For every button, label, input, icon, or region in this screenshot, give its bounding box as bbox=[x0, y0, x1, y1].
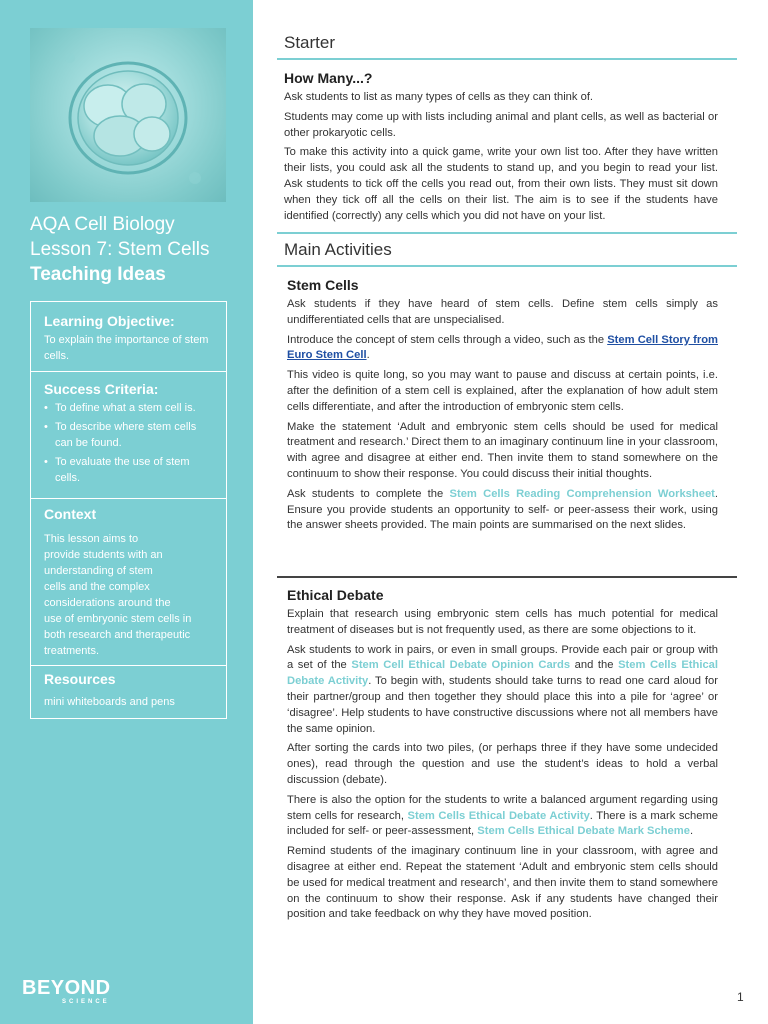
ethical-debate-paragraph bbox=[287, 643, 718, 738]
ethical-debate-divider bbox=[277, 576, 737, 578]
lesson-subtitle: Teaching Ideas bbox=[30, 264, 166, 285]
paragraph-text: . bbox=[689, 825, 694, 838]
stem-cell-microscope-image bbox=[30, 28, 226, 202]
starter-divider bbox=[277, 58, 737, 60]
opinion-cards-link[interactable]: Stem Cell Ethical Debate Opinion Cards bbox=[351, 659, 571, 672]
stem-cells-paragraph: Make the statement ‘Adult and embryonic stem cells should be used for medical treatment and research.’ Direct them to an imaginary continuum line in your classroom, with agree and disagree at either end. Then invite them to stand somewhere on the continuum to show their response. You could discuss their initial thoughts. bbox=[287, 420, 718, 480]
context-line: use of embryonic stem cells in bbox=[44, 613, 192, 625]
ethical-debate-paragraph: Remind students of the imaginary continuum line in your classroom, with agree and disagree at either end. Repeat the statement ‘Adult and embryonic stem cells should be used for medical treatment and research’, and then invite them to stand somewhere on the continuum to show their response. Ask if any students have changed their position and take feedback on why they have moved position. bbox=[287, 845, 718, 921]
starter-header: Starter bbox=[284, 33, 336, 52]
starter-paragraph: To make this activity into a quick game, write your own list too. After they have written their lists, you could ask all the students to stand up, and you begin to read your list. Ask students to tick off the cells you read out, from their own lists. They must sit down when they tick off all the cells on their list. The aim is to see if the students have identified (correctly) any cells which you did not have on your list. bbox=[284, 146, 718, 222]
context-line: treatments. bbox=[44, 645, 100, 657]
ethical-debate-activity-link[interactable]: Stem Cells Ethical Debate Activity bbox=[407, 809, 590, 822]
context-line: This lesson aims to bbox=[44, 533, 139, 545]
context-line: considerations around the bbox=[44, 597, 171, 609]
context-line: both research and therapeutic bbox=[44, 629, 191, 641]
paragraph-text: . bbox=[366, 349, 370, 362]
sidebar bbox=[0, 0, 253, 1024]
success-criteria-item: • To evaluate the use of stem cells. bbox=[44, 454, 213, 486]
success-criteria-heading: Success Criteria: bbox=[44, 381, 159, 397]
reading-comprehension-worksheet-link[interactable]: Stem Cells Reading Comprehension Worksheet bbox=[449, 487, 715, 500]
paragraph-text: Ask students to complete the bbox=[287, 487, 450, 500]
main-activities-header: Main Activities bbox=[284, 240, 392, 259]
learning-objective-section bbox=[31, 312, 226, 364]
page-number: 1 bbox=[737, 990, 744, 1004]
starter-paragraph: Students may come up with lists including animal and plant cells, as well as bacterial or other prokaryotic cells. bbox=[284, 110, 718, 139]
resources-heading: Resources bbox=[44, 671, 116, 687]
how-many-heading: How Many...? bbox=[284, 70, 373, 86]
paragraph-text: Introduce the concept of stem cells through a video, such as the bbox=[287, 333, 608, 346]
lesson-info-box bbox=[30, 301, 227, 719]
paragraph-text: . There is a mark scheme included for self- or peer-assessment, bbox=[287, 809, 719, 838]
stem-cells-paragraph: This video is quite long, so you may want to pause and discuss at certain points, i.e. after the definition of a stem cell is explained, after the explanation of how adult stem cells differentiate, and after the introduction of embryonic stem cells. bbox=[287, 369, 718, 413]
beyond-science-logo bbox=[22, 978, 111, 1006]
context-line: cells and the complex bbox=[44, 581, 150, 593]
success-criteria-section bbox=[31, 371, 226, 489]
logo-main-text: BEYOND bbox=[22, 977, 111, 999]
paragraph-text: and the bbox=[570, 659, 619, 672]
paragraph-text: Ask students to work in pairs, or even in small groups. Provide each pair or group with a set of the bbox=[287, 643, 718, 672]
success-criteria-item: • To define what a stem cell is. bbox=[44, 400, 213, 416]
starter-paragraph: Ask students to list as many types of cells as they can think of. bbox=[284, 91, 594, 103]
starter-block bbox=[284, 69, 718, 228]
context-section bbox=[31, 498, 226, 659]
ethical-debate-paragraph: Explain that research using embryonic stem cells has much potential for medical treatment of diseases but is not frequently used, as there are some objections to it. bbox=[287, 608, 718, 636]
learning-objective-text: To explain the importance of stem cells. bbox=[44, 334, 209, 362]
paragraph-text: There is also the option for the students to write a balanced argument regarding using stem cells for research, bbox=[287, 793, 718, 822]
lesson-title-line-1: AQA Cell Biology bbox=[30, 214, 175, 235]
ethical-debate-block bbox=[287, 586, 718, 927]
stem-cells-heading: Stem Cells bbox=[287, 277, 359, 293]
success-criteria-item: • To describe where stem cells can be found. bbox=[44, 419, 213, 451]
ethical-debate-activity-link[interactable]: Stem Cells Ethical Debate Activity bbox=[287, 659, 719, 688]
main-activities-top-divider bbox=[277, 232, 737, 234]
stem-cell-story-link[interactable]: Stem Cell Story from Euro Stem Cell bbox=[287, 333, 718, 362]
stem-cells-paragraph bbox=[287, 333, 718, 365]
learning-objective-heading: Learning Objective: bbox=[44, 313, 175, 329]
stem-cells-paragraph: Ask students if they have heard of stem cells. Define stem cells simply as undifferentiated cells that are unspecialised. bbox=[287, 298, 718, 326]
resources-text: mini whiteboards and pens bbox=[44, 696, 175, 708]
ethical-debate-paragraph bbox=[287, 793, 718, 840]
main-activities-divider bbox=[277, 265, 737, 267]
mark-scheme-link[interactable]: Stem Cells Ethical Debate Mark Scheme bbox=[477, 825, 690, 838]
stem-cells-block bbox=[287, 276, 718, 538]
context-line: understanding of stem bbox=[44, 565, 153, 577]
success-criteria-list bbox=[44, 400, 213, 486]
context-heading: Context bbox=[44, 506, 97, 522]
ethical-debate-paragraph: After sorting the cards into two piles, (or perhaps three if they have some undecided ones), read through the question and use the student’s ideas to hold a verbal discussion (debate). bbox=[287, 742, 718, 786]
context-line: provide students with an bbox=[44, 549, 163, 561]
logo-sub-text: SCIENCE bbox=[62, 999, 110, 1005]
stem-cells-paragraph bbox=[287, 487, 718, 534]
context-text bbox=[44, 531, 213, 659]
resources-section bbox=[31, 665, 226, 710]
ethical-debate-heading: Ethical Debate bbox=[287, 587, 384, 603]
paragraph-text: . Ensure you provide students an opportunity to self- or peer-assess their work, using the answer sheets provided. The main points are summarised on the next slides. bbox=[287, 487, 719, 532]
lesson-title-line-2: Lesson 7: Stem Cells bbox=[30, 239, 210, 260]
lesson-title bbox=[30, 212, 245, 262]
paragraph-text: . To begin with, students should take turns to read one card aloud for their partner/group and then together they should place this into a pile for ‘agree’ or ‘disagree’. Help students to have constructive discussions where not all members have the same opinion. bbox=[287, 675, 718, 735]
